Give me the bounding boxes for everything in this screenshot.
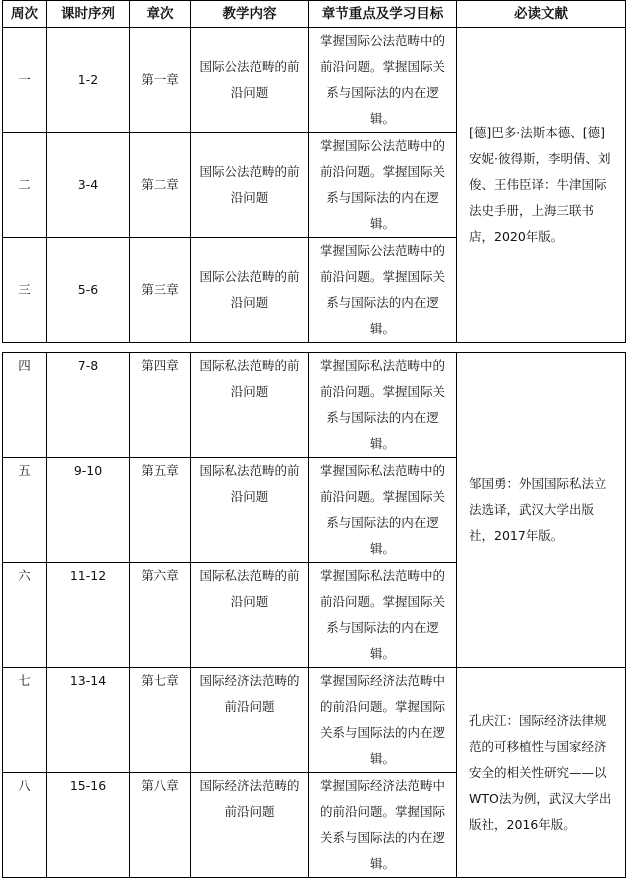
- week-cell: 六: [3, 563, 47, 668]
- lessons-cell: 13-14: [47, 668, 130, 773]
- header-content: 教学内容: [191, 1, 309, 28]
- content-cell: 国际经济法范畴的前沿问题: [191, 668, 309, 773]
- chapter-cell: 第七章: [130, 668, 191, 773]
- goals-cell: 掌握国际私法范畴中的前沿问题。掌握国际关系与国际法的内在逻辑。: [309, 458, 457, 563]
- goals-cell: 掌握国际公法范畴中的前沿问题。掌握国际关系与国际法的内在逻辑。: [309, 238, 457, 343]
- content-cell: 国际公法范畴的前沿问题: [191, 238, 309, 343]
- content-cell: 国际公法范畴的前沿问题: [191, 28, 309, 133]
- lessons-cell: 11-12: [47, 563, 130, 668]
- content-cell: 国际私法范畴的前沿问题: [191, 458, 309, 563]
- lessons-cell: 1-2: [47, 28, 130, 133]
- content-cell: 国际私法范畴的前沿问题: [191, 353, 309, 458]
- goals-cell: 掌握国际私法范畴中的前沿问题。掌握国际关系与国际法的内在逻辑。: [309, 353, 457, 458]
- table-row: [3, 353, 626, 458]
- chapter-cell: 第三章: [130, 238, 191, 343]
- chapter-cell: 第四章: [130, 353, 191, 458]
- header-chapter: 章次: [130, 1, 191, 28]
- chapter-cell: 第一章: [130, 28, 191, 133]
- reading-cell: 邹国勇：外国国际私法立法选译，武汉大学出版社，2017年版。: [457, 353, 626, 668]
- chapter-cell: 第六章: [130, 563, 191, 668]
- lessons-cell: 7-8: [47, 353, 130, 458]
- goals-cell: 掌握国际私法范畴中的前沿问题。掌握国际关系与国际法的内在逻辑。: [309, 563, 457, 668]
- content-cell: 国际经济法范畴的前沿问题: [191, 773, 309, 878]
- chapter-cell: 第五章: [130, 458, 191, 563]
- lessons-cell: 5-6: [47, 238, 130, 343]
- lessons-cell: 15-16: [47, 773, 130, 878]
- content-cell: 国际私法范畴的前沿问题: [191, 563, 309, 668]
- syllabus-table-part2: [2, 352, 626, 878]
- week-cell: 四: [3, 353, 47, 458]
- week-cell: 八: [3, 773, 47, 878]
- header-week: 周次: [3, 1, 47, 28]
- syllabus-table-part1: [2, 0, 626, 343]
- reading-cell: 孔庆江：国际经济法律规范的可移植性与国家经济安全的相关性研究——以WTO法为例，武汉大学出版社，2016年版。: [457, 668, 626, 878]
- goals-cell: 掌握国际经济法范畴中的前沿问题。掌握国际关系与国际法的内在逻辑。: [309, 668, 457, 773]
- reading-cell: [德]巴多·法斯本德、[德]安妮·彼得斯，李明倩、刘俊、王伟臣译：牛津国际法史手册，上海三联书店，2020年版。: [457, 28, 626, 343]
- lessons-cell: 9-10: [47, 458, 130, 563]
- week-cell: 五: [3, 458, 47, 563]
- chapter-cell: 第二章: [130, 133, 191, 238]
- table-row: [3, 668, 626, 773]
- lessons-cell: 3-4: [47, 133, 130, 238]
- goals-cell: 掌握国际公法范畴中的前沿问题。掌握国际关系与国际法的内在逻辑。: [309, 133, 457, 238]
- week-cell: 二: [3, 133, 47, 238]
- header-row: [3, 1, 626, 28]
- header-readings: 必读文献: [457, 1, 626, 28]
- table-row: [3, 28, 626, 133]
- chapter-cell: 第八章: [130, 773, 191, 878]
- goals-cell: 掌握国际经济法范畴中的前沿问题。掌握国际关系与国际法的内在逻辑。: [309, 773, 457, 878]
- week-cell: 七: [3, 668, 47, 773]
- content-cell: 国际公法范畴的前沿问题: [191, 133, 309, 238]
- week-cell: 三: [3, 238, 47, 343]
- goals-cell: 掌握国际公法范畴中的前沿问题。掌握国际关系与国际法的内在逻辑。: [309, 28, 457, 133]
- header-goals: 章节重点及学习目标: [309, 1, 457, 28]
- header-lessons: 课时序列: [47, 1, 130, 28]
- week-cell: 一: [3, 28, 47, 133]
